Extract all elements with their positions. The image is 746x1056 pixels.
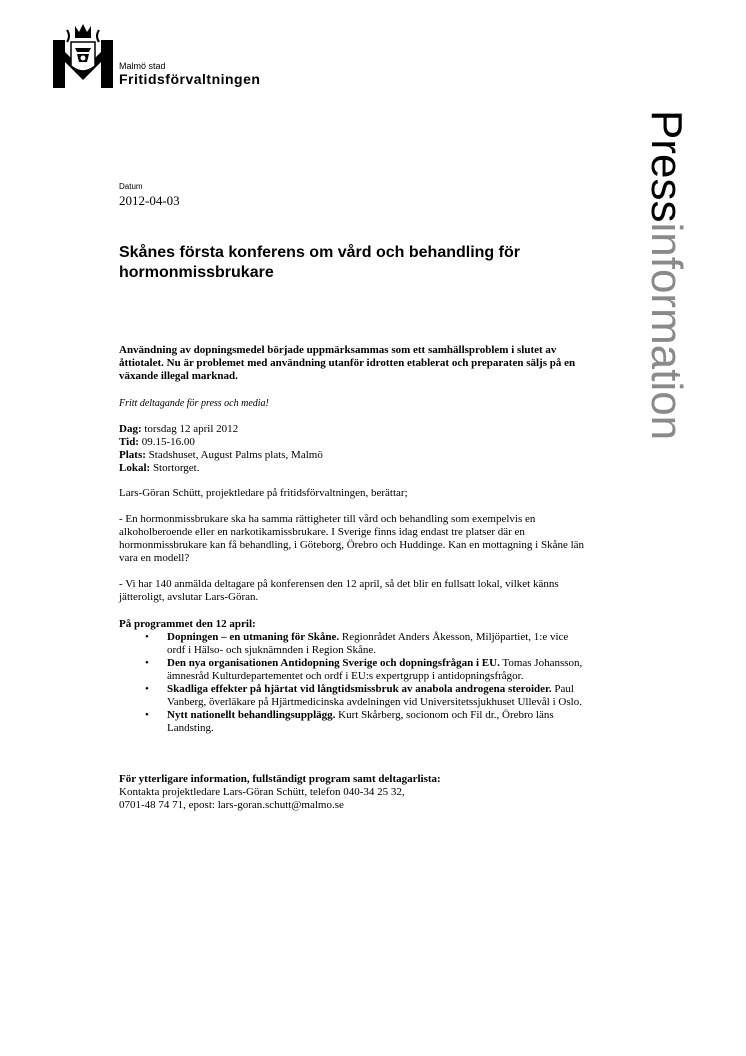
press-release-body: [119, 344, 589, 812]
lead-paragraph: Användning av dopningsmedel började uppmärksammas som ett samhällsproblem i slutet av åttiotalet. Nu är problemet med användning utanför idrotten etablerat och preparaten säljs på en växande illegal marknad.: [119, 344, 576, 382]
detail-label: Lokal:: [119, 462, 151, 474]
date-value: 2012-04-03: [119, 193, 180, 208]
pressinformation-vertical-title: [641, 110, 691, 440]
bullet: •: [145, 657, 149, 669]
program-item-text: Paul Vanberg, överläkare på Hjärtmedicinska avdelningen vid Universitetssjukhuset Ullevål i Oslo.: [167, 683, 582, 708]
program-item-title: Skadliga effekter på hjärtat vid långtidsmissbruk av anabola androgena steroider.: [167, 683, 552, 695]
contact-line-2: 0701-48 74 71, epost: lars-goran.schutt@malmo.se: [119, 799, 344, 811]
detail-value: Stortorget.: [150, 462, 200, 474]
program-item: [119, 709, 589, 735]
program-item-text: Kurt Skårberg, socionom och Fil dr., Örebro läns Landsting.: [167, 709, 554, 734]
program-item-title: Nytt nationellt behandlingsupplägg.: [167, 709, 336, 721]
date-label: Datum: [119, 182, 143, 191]
contact-block: [119, 773, 589, 812]
org-name: Fritidsförvaltningen: [119, 71, 261, 87]
detail-room: [119, 462, 589, 475]
detail-day: [119, 423, 589, 436]
intro-paragraph: Lars-Göran Schütt, projektledare på fritidsförvaltningen, berättar;: [119, 487, 408, 499]
program-item: [119, 657, 589, 683]
headline: Skånes första konferens om vård och behandling för hormonmissbrukare: [119, 244, 520, 281]
contact-heading: [119, 773, 589, 786]
program-item-text: Regionrådet Anders Åkesson, Miljöpartiet, 1:e vice ordf i Hälso- och sjuknämnden i Region Skåne.: [167, 631, 569, 656]
detail-label: Tid:: [119, 436, 139, 448]
detail-label: Dag:: [119, 423, 142, 435]
contact-heading-text: För ytterligare information, fullständigt program samt deltagarlista:: [119, 773, 441, 785]
quote-paragraph-1: - En hormonmissbrukare ska ha samma rättigheter till vård och behandling som exempelvis en alkoholberoende eller en narkotikamissbrukare. I Sverige finns idag endast tre platser där en hormonmissbrukare kan få behandling, i Göteborg, Örebro och Huddinge. Kan en mottagning i Skåne län vara en modell?: [119, 513, 585, 564]
event-details: [119, 423, 589, 475]
bullet: •: [145, 683, 149, 695]
contact-line-1: Kontakta projektledare Lars-Göran Schütt, telefon 040-34 25 32,: [119, 786, 405, 798]
detail-value: 09.15-16.00: [138, 436, 195, 448]
detail-label: Plats:: [119, 449, 146, 461]
program-item: [119, 631, 589, 657]
quote-paragraph-2: - Vi har 140 anmälda deltagare på konferensen den 12 april, så det blir en fullsatt lokal, vilket känns jätteroligt, avslutar Lars-Göran.: [119, 578, 559, 603]
information-word: information: [642, 222, 691, 441]
program-list: [119, 631, 589, 735]
bullet: •: [145, 709, 149, 721]
press-word: Press: [642, 110, 691, 223]
detail-time: [119, 436, 589, 449]
press-note: Fritt deltagande för press och media!: [119, 398, 269, 409]
detail-value: torsdag 12 april 2012: [141, 423, 239, 435]
program-item-title: Den nya organisationen Antidopning Sverige och dopningsfrågan i EU.: [167, 657, 500, 669]
detail-place: [119, 449, 589, 462]
program-heading-text: På programmet den 12 april:: [119, 618, 256, 630]
bullet: •: [145, 631, 149, 643]
program-item-text: Tomas Johansson, ämnesråd Kulturdepartementet och ordf i EU:s expertgrupp i antidopningsfrågor.: [167, 657, 583, 682]
org-small-label: Malmö stad: [119, 61, 166, 71]
program-heading: [119, 618, 589, 631]
program-item-title: Dopningen – en utmaning för Skåne.: [167, 631, 340, 643]
detail-value: Stadshuset, August Palms plats, Malmö: [145, 449, 323, 461]
program-item: [119, 683, 589, 709]
malmo-coat-of-arms-logo: [53, 22, 113, 88]
